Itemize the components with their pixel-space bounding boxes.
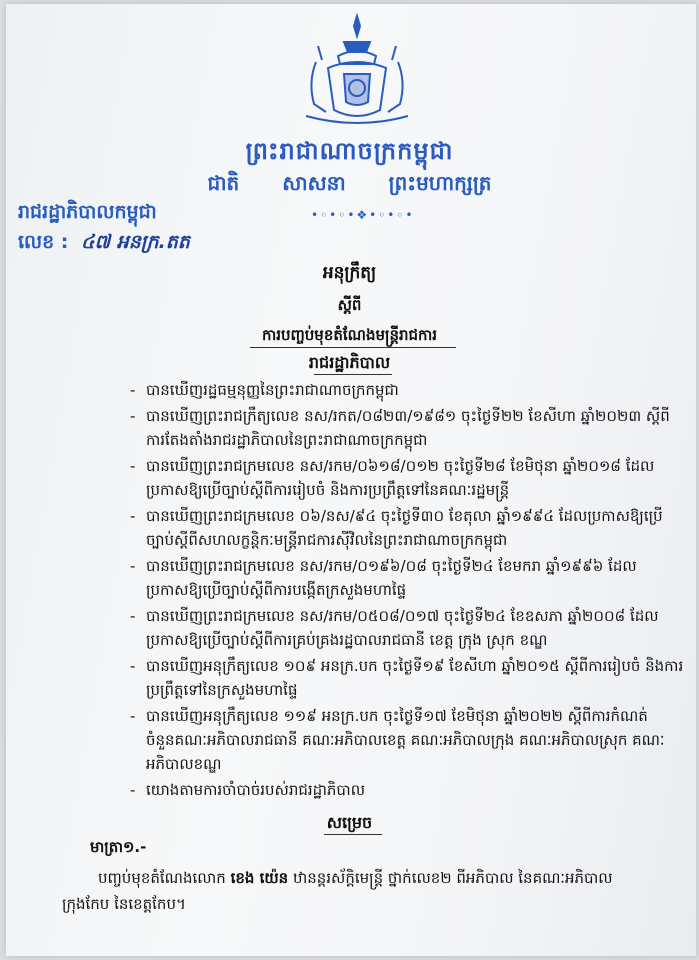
motto-religion: សាសនា: [282, 171, 346, 195]
royal-coat-of-arms-icon: [298, 12, 416, 130]
reference-value: ៤៧ អនក្រ.តត: [81, 231, 190, 253]
reference-number: [18, 230, 190, 258]
list-item: - បានឃើញព្រះរាជក្រមលេខ នស/រកម/០១៩៦/០៨ ចុះថ្ងៃទី២៤ ខែមករា ឆ្នាំ១៩៩៦ ដែលប្រកាសឱ្យប្រើច្បាប់ស្តីពីការបង្កើតក្រសួងមហាផ្ទៃ: [130, 557, 637, 599]
issuing-government: រាជរដ្ឋាភិបាលកម្ពុជា: [18, 201, 157, 223]
kingdom-title: ព្រះរាជាណាចក្រកម្ពុជា: [245, 137, 454, 165]
article-label: មាត្រា១.-: [90, 838, 147, 856]
body-prefix: បញ្ចប់មុខតំណែងលោក: [98, 869, 226, 887]
government-heading: រាជរដ្ឋាភិបាល: [308, 353, 391, 372]
motto-nation: ជាតិ: [207, 171, 240, 195]
motto-king: ព្រះមហាក្សត្រ: [388, 171, 492, 195]
article-body-continued: ក្រុងកែប នៃខេត្តកែប។: [62, 895, 186, 913]
legal-references-list: [130, 378, 686, 804]
list-item: - បានឃើញអនុក្រឹត្យលេខ ១០៩ អនក្រ.បក ចុះថ្ងៃទី១៩ ខែសីហា ឆ្នាំ២០១៥ ស្តីពីការរៀបចំ និងការប្រព្រឹត្តទៅនៃក្រសួងមហាផ្ទៃ: [130, 657, 684, 699]
list-item: - បានឃើញព្រះរាជក្រមលេខ ០៦/នស/៩៤ ចុះថ្ងៃទី៣០ ខែតុលា ឆ្នាំ១៩៩៤ ដែលប្រកាសឱ្យប្រើច្បាប់ស្តីពីសហលក្ខន្តិកៈមន្ត្រីរាជការស៊ីវិលនៃព្រះរាជាណាចក្រកម្ពុជា: [130, 507, 663, 549]
list-item: - បានឃើញរដ្ឋធម្មនុញ្ញនៃព្រះរាជាណាចក្រកម្ពុជា: [130, 381, 399, 399]
decision-heading: សម្រេច: [326, 813, 373, 832]
list-item: - បានឃើញព្រះរាជក្រមលេខ នស/រកម/០៦១៨/០១២ ចុះថ្ងៃទី២៨ ខែមិថុនា ឆ្នាំ២០១៨ ដែលប្រកាសឱ្យប្រើច្បាប់ស្តីពីការរៀបចំ និងការប្រព្រឹត្តទៅនៃគណៈរដ្ឋមន្ត្រី: [130, 457, 655, 499]
reference-label: លេខ :: [18, 231, 69, 253]
header-ornament: •◦•◦•❖•◦•◦•: [311, 208, 415, 222]
decree-title: អនុក្រឹត្យ: [322, 263, 377, 283]
list-item: - បានឃើញអនុក្រឹត្យលេខ ១១៩ អនក្រ.បក ចុះថ្ងៃទី១៧ ខែមិថុនា ឆ្នាំ២០២២ ស្តីពីការកំណត់ចំនួនគណៈអភិបាលរាជធានី គណៈអភិបាលខេត្ត គណៈអភិបាលក្រុង គណៈអភិបាលស្រុក គណៈអភិបាលខណ្ឌ: [130, 707, 665, 773]
document-page: [6, 4, 696, 956]
decree-on: ស្តីពី: [337, 296, 362, 314]
national-motto: [0, 170, 699, 200]
article-body: [98, 866, 688, 890]
subject-underline: [250, 347, 456, 348]
list-item: - បានឃើញព្រះរាជក្រឹត្យលេខ នស/រកត/០៨២៣/១៩៨១ ចុះថ្ងៃទី២២ ខែសីហា ឆ្នាំ២០២៣ ស្តីពីការតែងតាំងរាជរដ្ឋាភិបាលនៃព្រះរាជាណាចក្រកម្ពុជា: [130, 407, 670, 449]
decision-underline: [324, 834, 382, 835]
decree-subject: ការបញ្ចប់មុខតំណែងមន្ត្រីរាជការ: [261, 326, 438, 344]
list-item: - យោងតាមការចាំបាច់របស់រាជរដ្ឋាភិបាល: [130, 781, 365, 799]
list-item: - បានឃើញព្រះរាជក្រមលេខ នស/រកម/០៥០៨/០១៧ ចុះថ្ងៃទី២៤ ខែឧសភា ឆ្នាំ២០០៨ ដែលប្រកាសឱ្យប្រើច្បាប់ស្តីពីការគ្រប់គ្រងរដ្ឋបាលរាជធានី ខេត្ត ក្រុង ស្រុក ខណ្ឌ: [130, 607, 659, 649]
person-name: ខេង យ៉េន: [230, 869, 289, 887]
government-underline: [314, 374, 392, 375]
body-suffix: ឋានន្តរស័ក្តិមេន្ត្រី ថ្នាក់លេខ២ ពីអភិបាល នៃគណៈអភិបាល: [292, 869, 613, 887]
